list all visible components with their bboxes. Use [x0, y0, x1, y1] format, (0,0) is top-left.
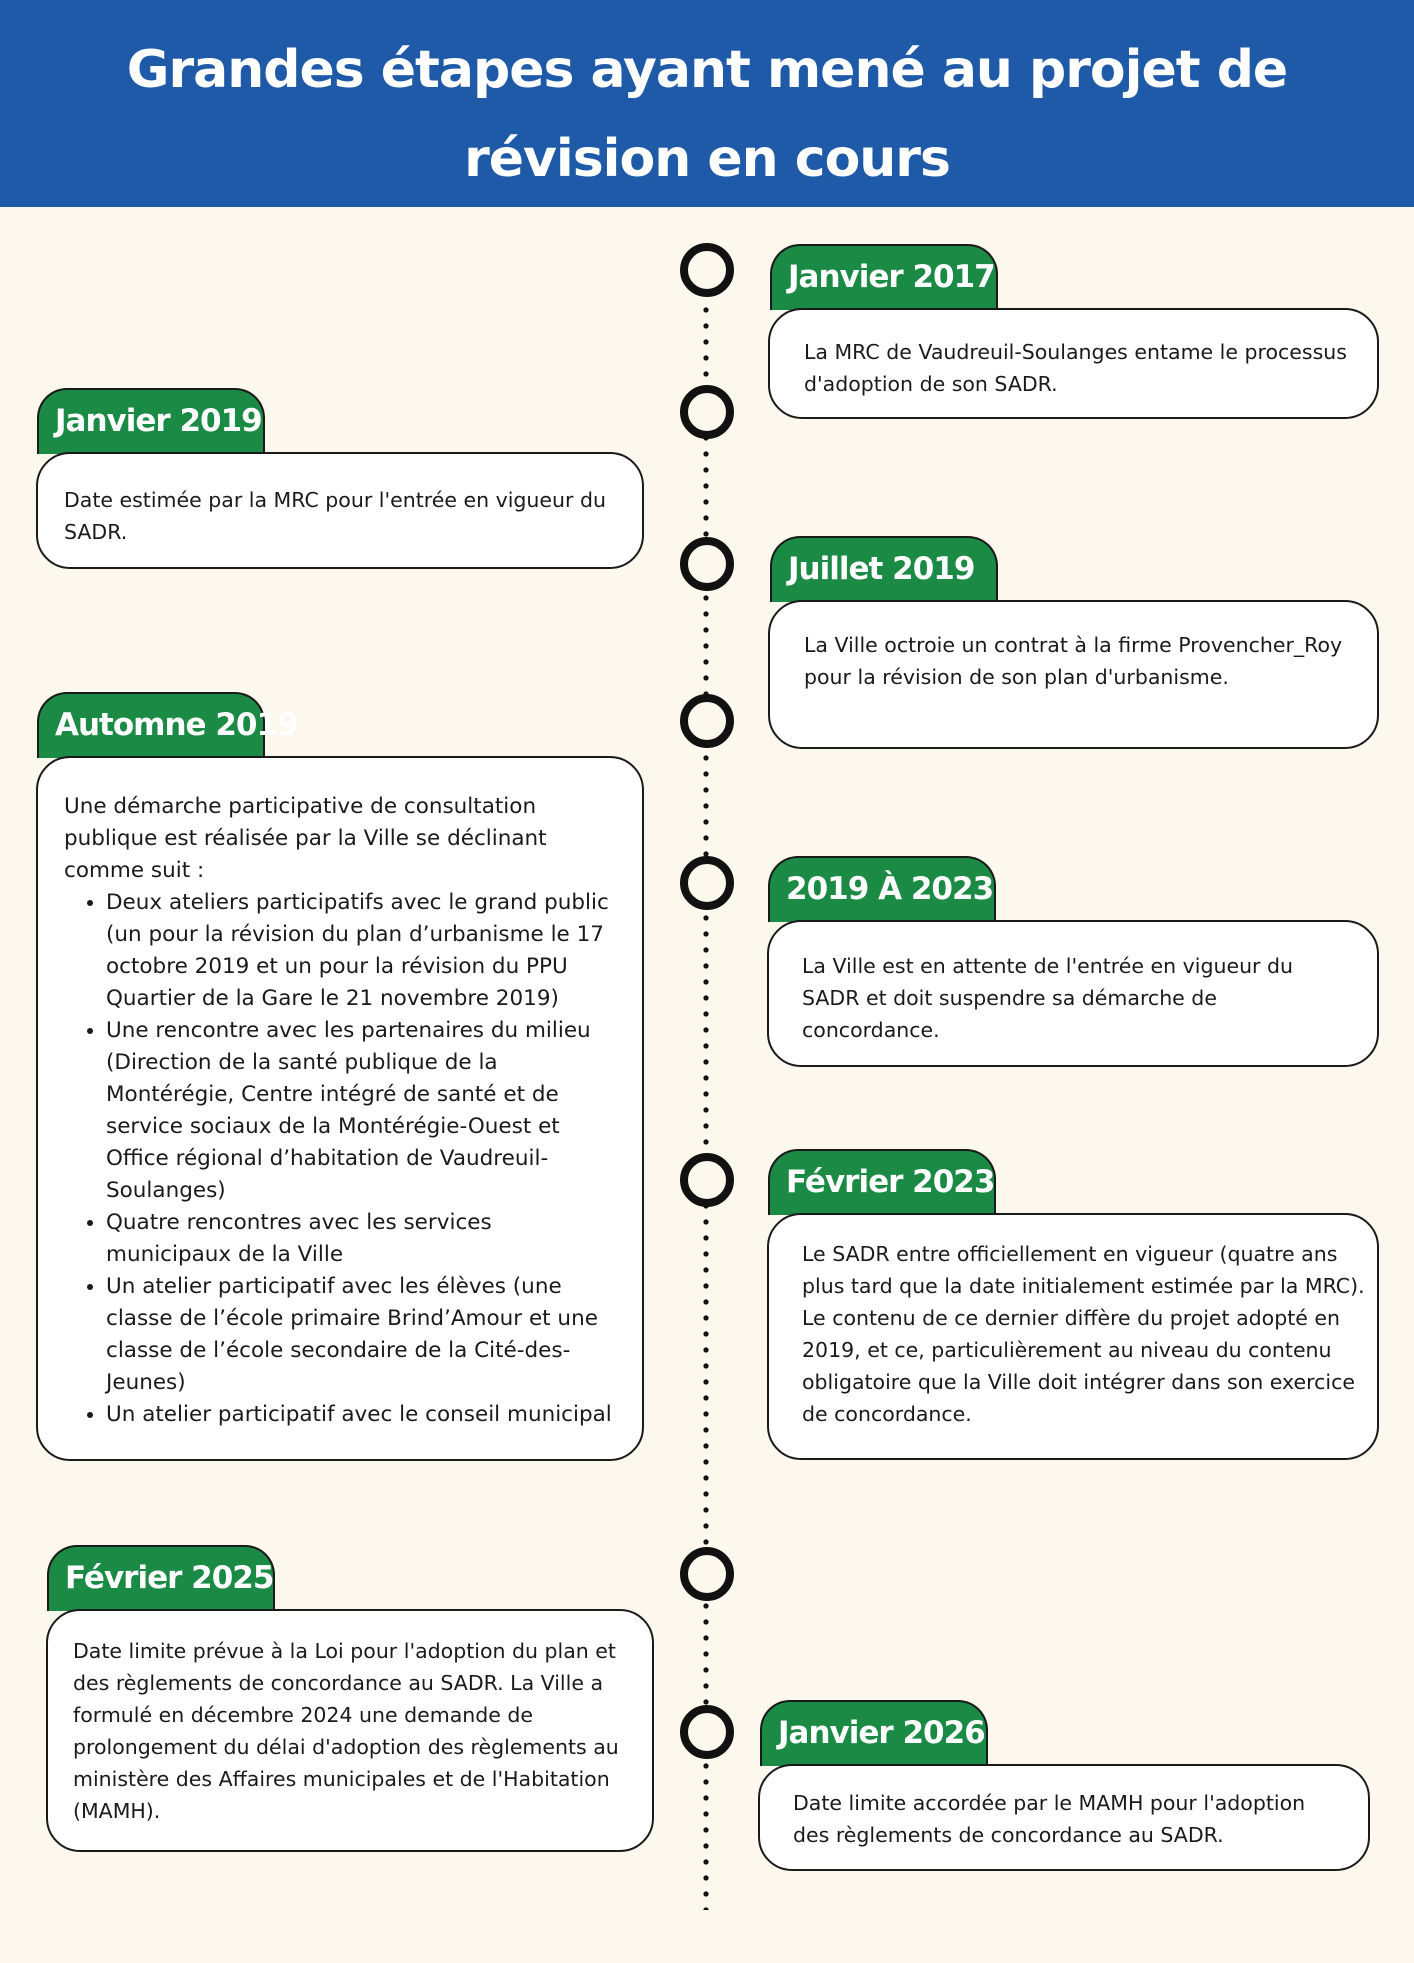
timeline-node-1 — [680, 243, 734, 297]
participation-list — [64, 887, 622, 1431]
timeline-node-4 — [680, 694, 734, 748]
event-description: Date limite accordée par le MAMH pour l'adoption des règlements de concordance au SADR. — [793, 1791, 1306, 1847]
event-description: La Ville octroie un contrat à la firme Provencher_Roy pour la révision de son plan d'urbanisme. — [804, 633, 1343, 689]
list-item: • Un atelier participatif avec le conseil municipal — [106, 1399, 622, 1431]
event-date-tab: Janvier 2026 — [760, 1700, 988, 1766]
timeline-node-2 — [680, 385, 734, 439]
event-card — [758, 1764, 1370, 1871]
page-title — [60, 26, 1354, 204]
event-card — [36, 452, 644, 569]
event-description: La Ville est en attente de l'entrée en vigueur du SADR et doit suspendre sa démarche de concordance. — [802, 954, 1294, 1042]
title-line-1: Grandes étapes ayant mené au projet de — [126, 40, 1288, 100]
event-intro: Une démarche participative de consultation publique est réalisée par la Ville se déclinant comme suit : — [64, 794, 547, 883]
event-card — [768, 600, 1379, 749]
timeline-node-8 — [680, 1705, 734, 1759]
event-card — [767, 920, 1379, 1067]
event-description: Le SADR entre officiellement en vigueur (quatre ans plus tard que la date initialement estimée par la MRC). Le contenu de ce dernier diffère du projet adopté en 2019, et ce, particulièrement au niveau du contenu obligatoire que la Ville doit intégrer dans son exercice de concordance. — [802, 1242, 1365, 1426]
event-date-tab: Février 2023 — [768, 1149, 996, 1215]
event-date-tab: Janvier 2019 — [37, 388, 265, 454]
list-item: • Un atelier participatif avec les élèves (une classe de l’école primaire Brind’Amour et une classe de l’école secondaire de la Cité-des-Jeunes) — [106, 1271, 622, 1399]
list-item: • Quatre rencontres avec les services municipaux de la Ville — [106, 1207, 622, 1271]
header-banner — [0, 0, 1414, 207]
event-date-tab: 2019 À 2023 — [768, 856, 996, 922]
event-description: La MRC de Vaudreuil-Soulanges entame le processus d'adoption de son SADR. — [804, 340, 1347, 396]
event-card — [767, 1213, 1379, 1460]
event-date-tab: Janvier 2017 — [770, 244, 998, 310]
event-card — [46, 1609, 654, 1852]
timeline-node-5 — [680, 856, 734, 910]
timeline-axis — [702, 270, 710, 1910]
timeline-node-3 — [680, 537, 734, 591]
list-item: • Une rencontre avec les partenaires du milieu (Direction de la santé publique de la Montérégie, Centre intégré de santé et de service sociaux de la Montérégie-Ouest et Office régional d’habitation de Vaudreuil-Soulanges) — [106, 1015, 622, 1207]
list-item: • Deux ateliers participatifs avec le grand public (un pour la révision du plan d’urbanisme le 17 octobre 2019 et un pour la révision du PPU Quartier de la Gare le 21 novembre 2019) — [106, 887, 622, 1015]
event-description: Date estimée par la MRC pour l'entrée en vigueur du SADR. — [64, 488, 606, 544]
title-line-2: révision en cours — [464, 129, 950, 189]
event-date-tab: Juillet 2019 — [770, 536, 998, 602]
event-card — [768, 308, 1379, 419]
timeline-node-7 — [680, 1547, 734, 1601]
event-description: Date limite prévue à la Loi pour l'adoption du plan et des règlements de concordance au SADR. La Ville a formulé en décembre 2024 une demande de prolongement du délai d'adoption des règlements au ministère des Affaires municipales et de l'Habitation (MAMH). — [73, 1639, 619, 1823]
event-date-tab: Automne 2019 — [37, 692, 265, 758]
event-card — [36, 756, 644, 1461]
event-date-tab: Février 2025 — [47, 1545, 275, 1611]
timeline-node-6 — [680, 1153, 734, 1207]
